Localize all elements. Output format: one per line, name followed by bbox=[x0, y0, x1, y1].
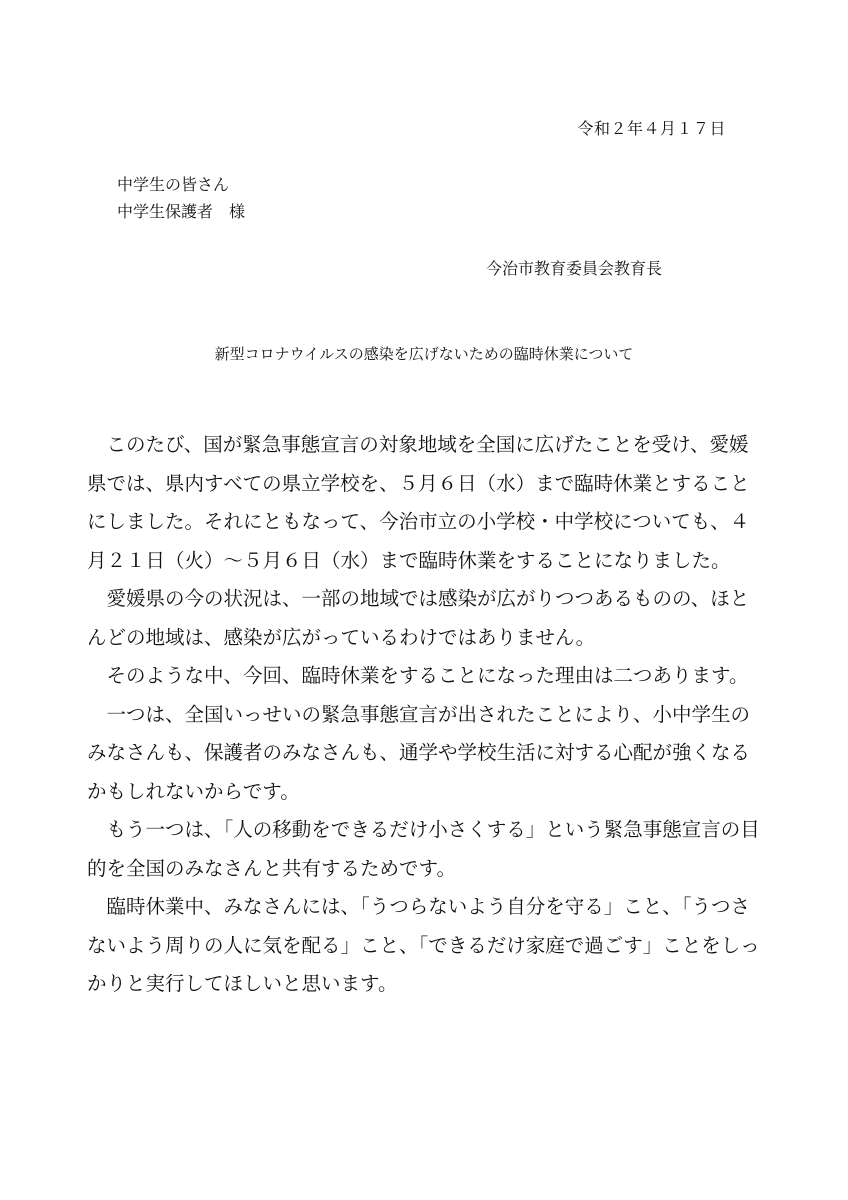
recipient-students: 中学生の皆さん bbox=[117, 175, 230, 194]
paragraph: そのような中、今回、臨時休業をすることになった理由は二つあります。 bbox=[106, 664, 749, 687]
document-date: 令和２年４月１７日 bbox=[577, 119, 726, 138]
paragraph: もう一つは、「人の移動をできるだけ小さくする」という緊急事態宣言の目的を全国のみなさんと共有するためです。 bbox=[87, 818, 760, 880]
sender: 今治市教育委員会教育長 bbox=[486, 259, 663, 278]
recipients-block bbox=[117, 171, 245, 225]
paragraph: 愛媛県の今の状況は、一部の地域では感染が広がりつつあるものの、ほとんどの地域は、感染が広がっているわけではありません。 bbox=[87, 587, 750, 649]
document-body bbox=[87, 426, 767, 1004]
recipient-guardians: 中学生保護者 様 bbox=[117, 202, 246, 221]
document-title: 新型コロナウイルスの感染を広げないための臨時休業について bbox=[214, 345, 634, 363]
paragraph: このたび、国が緊急事態宣言の対象地域を全国に広げたことを受け、愛媛県では、県内すべての県立学校を、５月６日（水）まで臨時休業とすることにしました。それにともなって、今治市立の小学校・中学校についても、４月２１日（火）～５月６日（水）まで臨時休業をすることになりました。 bbox=[87, 433, 750, 572]
paragraph: 臨時休業中、みなさんには、「うつらないよう自分を守る」こと、「うつさないよう周りの人に気を配る」こと、「できるだけ家庭で過ごす」ことをしっかりと実行してほしいと思います。 bbox=[87, 895, 760, 995]
paragraph: 一つは、全国いっせいの緊急事態宣言が出されたことにより、小中学生のみなさんも、保護者のみなさんも、通学や学校生活に対する心配が強くなるかもしれないからです。 bbox=[87, 702, 751, 803]
